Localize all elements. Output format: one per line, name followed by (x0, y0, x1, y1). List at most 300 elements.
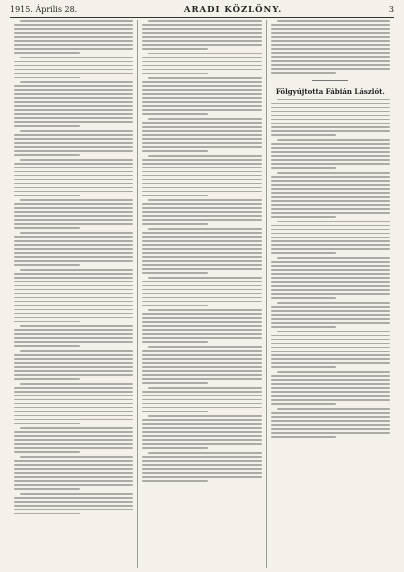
text-line (142, 313, 261, 315)
text-line (14, 142, 133, 144)
body-paragraph (142, 277, 261, 307)
text-line (148, 53, 261, 55)
text-line (271, 379, 390, 381)
text-line (142, 333, 261, 335)
text-line (271, 48, 390, 50)
text-line (20, 325, 133, 327)
text-line (277, 408, 390, 410)
column-2 (137, 20, 265, 568)
body-paragraph (14, 57, 133, 79)
text-line (142, 195, 208, 197)
text-line (271, 244, 390, 246)
text-line (142, 460, 261, 462)
text-line (142, 109, 261, 111)
text-line (271, 24, 390, 26)
text-line (271, 297, 337, 299)
text-line (271, 64, 390, 66)
text-line (142, 272, 208, 274)
body-paragraph (142, 309, 261, 343)
text-line (271, 188, 390, 190)
text-line (142, 113, 208, 115)
text-line (148, 20, 261, 22)
text-line (142, 341, 208, 343)
text-line (271, 269, 390, 271)
text-line (271, 147, 390, 149)
text-line (14, 163, 133, 165)
text-line (271, 358, 390, 360)
text-line (142, 252, 261, 254)
article-columns (10, 20, 394, 568)
body-paragraph (14, 269, 133, 323)
text-line (14, 105, 133, 107)
text-line (142, 395, 261, 397)
text-line (142, 183, 261, 185)
text-line (14, 411, 133, 413)
text-line (142, 211, 261, 213)
text-line (148, 452, 261, 454)
text-line (277, 302, 390, 304)
body-paragraph (271, 408, 390, 438)
body-paragraph (271, 172, 390, 218)
text-line (271, 354, 390, 356)
text-line (20, 20, 133, 22)
text-line (14, 277, 133, 279)
text-line (14, 69, 133, 71)
text-line (14, 309, 133, 311)
text-line (14, 179, 133, 181)
text-line (271, 159, 390, 161)
text-line (271, 436, 337, 438)
text-line (142, 219, 261, 221)
text-line (142, 159, 261, 161)
text-line (142, 175, 261, 177)
text-line (142, 268, 261, 270)
text-line (142, 419, 261, 421)
body-paragraph (142, 155, 261, 197)
text-line (14, 399, 133, 401)
text-line (14, 93, 133, 95)
text-line (142, 48, 208, 50)
text-line (142, 167, 261, 169)
text-line (271, 130, 390, 132)
text-line (142, 285, 261, 287)
text-line (142, 57, 261, 59)
text-line (271, 111, 390, 113)
text-line (142, 134, 261, 136)
text-line (148, 387, 261, 389)
text-line (271, 383, 390, 385)
text-line (142, 146, 261, 148)
text-line (20, 350, 133, 352)
text-line (271, 318, 390, 320)
text-line (14, 61, 133, 63)
text-line (14, 48, 133, 50)
text-line (142, 232, 261, 234)
text-line (271, 326, 337, 328)
text-line (142, 236, 261, 238)
text-line (277, 331, 390, 333)
text-line (14, 333, 133, 335)
page-header (10, 4, 394, 16)
text-line (142, 171, 261, 173)
body-paragraph (142, 53, 261, 75)
text-line (142, 36, 261, 38)
text-line (14, 52, 80, 54)
text-line (148, 155, 261, 157)
text-line (14, 109, 133, 111)
text-line (14, 362, 133, 364)
text-line (142, 81, 261, 83)
text-line (271, 184, 390, 186)
text-line (142, 378, 261, 380)
text-line (142, 329, 261, 331)
text-line (14, 366, 133, 368)
text-line (14, 464, 133, 466)
body-paragraph (271, 331, 390, 369)
text-line (271, 103, 390, 105)
text-line (142, 240, 261, 242)
text-line (148, 415, 261, 417)
text-line (277, 172, 390, 174)
text-line (271, 155, 390, 157)
text-line (14, 89, 133, 91)
text-line (142, 480, 208, 482)
text-line (271, 72, 337, 74)
text-line (142, 476, 261, 478)
text-line (14, 447, 133, 449)
body-paragraph (142, 20, 261, 50)
text-line (14, 480, 133, 482)
text-line (271, 68, 390, 70)
text-line (142, 301, 261, 303)
text-line (14, 443, 133, 445)
text-line (271, 387, 390, 389)
text-line (271, 123, 390, 125)
text-line (14, 358, 133, 360)
column-1 (10, 20, 137, 568)
text-line (14, 423, 80, 425)
text-line (20, 130, 133, 132)
text-line (20, 81, 133, 83)
text-line (14, 134, 133, 136)
text-line (14, 117, 133, 119)
text-line (271, 119, 390, 121)
text-line (142, 370, 261, 372)
text-line (20, 493, 133, 495)
text-line (142, 65, 261, 67)
text-line (20, 57, 133, 59)
text-line (14, 264, 80, 266)
text-line (14, 285, 133, 287)
text-line (271, 343, 390, 345)
text-line (271, 212, 390, 214)
text-line (142, 391, 261, 393)
text-line (277, 221, 390, 223)
issue-date: 1915. Április 28. (10, 5, 78, 14)
text-line (277, 257, 390, 259)
text-line (20, 232, 133, 234)
text-line (271, 151, 390, 153)
text-line (271, 362, 390, 364)
text-line (20, 269, 133, 271)
text-line (142, 260, 261, 262)
text-line (14, 150, 133, 152)
text-line (142, 362, 261, 364)
text-line (14, 175, 133, 177)
body-paragraph (14, 159, 133, 197)
text-line (271, 143, 390, 145)
text-line (14, 236, 133, 238)
text-line (142, 215, 261, 217)
text-line (271, 277, 390, 279)
text-line (142, 61, 261, 63)
text-line (14, 187, 133, 189)
text-line (14, 203, 133, 205)
text-line (271, 40, 390, 42)
text-line (14, 341, 133, 343)
text-line (142, 28, 261, 30)
text-line (14, 215, 133, 217)
body-paragraph (271, 371, 390, 405)
text-line (271, 56, 390, 58)
text-line (14, 374, 133, 376)
article-heading: Fölgyújtotta Fábián Lászlót. (275, 86, 385, 96)
text-line (14, 73, 133, 75)
text-line (14, 244, 133, 246)
text-line (14, 505, 133, 507)
text-line (271, 289, 390, 291)
text-line (14, 501, 133, 503)
text-line (20, 456, 133, 458)
text-line (14, 101, 133, 103)
text-line (271, 339, 390, 341)
text-line (271, 196, 390, 198)
text-line (14, 97, 133, 99)
text-line (14, 378, 80, 380)
text-line (142, 187, 261, 189)
body-paragraph (14, 350, 133, 380)
text-line (142, 97, 261, 99)
text-line (14, 301, 133, 303)
text-line (271, 366, 337, 368)
text-line (14, 305, 133, 307)
body-paragraph (142, 346, 261, 384)
text-line (271, 44, 390, 46)
body-paragraph (271, 139, 390, 169)
body-paragraph (142, 199, 261, 225)
text-line (14, 370, 133, 372)
text-line (271, 391, 390, 393)
body-paragraph (142, 118, 261, 152)
text-line (271, 176, 390, 178)
body-paragraph (142, 387, 261, 413)
body-paragraph (271, 221, 390, 255)
text-line (142, 24, 261, 26)
body-paragraph (14, 456, 133, 490)
text-line (142, 350, 261, 352)
text-line (271, 204, 390, 206)
text-line (271, 403, 337, 405)
text-line (14, 77, 80, 79)
body-paragraph (14, 130, 133, 156)
text-line (14, 317, 133, 319)
text-line (14, 509, 133, 511)
text-line (14, 252, 133, 254)
text-line (14, 240, 133, 242)
text-line (142, 305, 208, 307)
text-line (142, 456, 261, 458)
text-line (271, 416, 390, 418)
text-line (14, 248, 133, 250)
text-line (271, 216, 337, 218)
text-line (14, 391, 133, 393)
text-line (14, 227, 80, 229)
text-line (271, 237, 390, 239)
text-line (14, 431, 133, 433)
text-line (14, 273, 133, 275)
body-paragraph (14, 199, 133, 229)
text-line (142, 281, 261, 283)
text-line (14, 289, 133, 291)
text-line (142, 399, 261, 401)
text-line (142, 264, 261, 266)
body-paragraph (14, 383, 133, 425)
text-line (14, 125, 80, 127)
text-line (271, 432, 390, 434)
text-line (271, 261, 390, 263)
text-line (142, 464, 261, 466)
text-line (14, 329, 133, 331)
text-line (271, 248, 390, 250)
text-line (142, 374, 261, 376)
text-line (271, 428, 390, 430)
text-line (14, 36, 133, 38)
text-line (271, 115, 390, 117)
text-line (142, 244, 261, 246)
text-line (271, 395, 390, 397)
text-line (14, 113, 133, 115)
text-line (271, 335, 390, 337)
text-line (271, 167, 337, 169)
text-line (142, 142, 261, 144)
text-line (142, 256, 261, 258)
text-line (142, 93, 261, 95)
text-line (14, 354, 133, 356)
text-line (142, 69, 261, 71)
text-line (271, 281, 390, 283)
text-line (148, 199, 261, 201)
text-line (271, 310, 390, 312)
text-line (142, 354, 261, 356)
text-line (142, 366, 261, 368)
text-line (277, 20, 390, 22)
body-paragraph (142, 228, 261, 274)
text-line (271, 293, 390, 295)
text-line (14, 472, 133, 474)
text-line (142, 423, 261, 425)
text-line (14, 484, 133, 486)
text-line (271, 314, 390, 316)
text-line (142, 435, 261, 437)
text-line (271, 28, 390, 30)
text-line (277, 371, 390, 373)
text-line (20, 383, 133, 385)
text-line (14, 223, 133, 225)
text-line (271, 285, 390, 287)
text-line (271, 208, 390, 210)
text-line (14, 395, 133, 397)
body-paragraph (271, 257, 390, 299)
text-line (14, 256, 133, 258)
text-line (20, 159, 133, 161)
text-line (142, 468, 261, 470)
text-line (142, 89, 261, 91)
text-line (14, 211, 133, 213)
text-line (142, 105, 261, 107)
body-paragraph (271, 20, 390, 74)
text-line (271, 347, 390, 349)
text-line (142, 130, 261, 132)
text-line (271, 240, 390, 242)
text-line (14, 183, 133, 185)
text-line (142, 427, 261, 429)
text-line (271, 32, 390, 34)
text-line (271, 399, 390, 401)
text-line (14, 513, 80, 515)
text-line (271, 424, 390, 426)
text-line (20, 427, 133, 429)
text-line (142, 325, 261, 327)
text-line (142, 40, 261, 42)
text-line (14, 403, 133, 405)
text-line (14, 85, 133, 87)
text-line (271, 52, 390, 54)
text-line (142, 297, 261, 299)
text-line (14, 293, 133, 295)
text-line (142, 443, 261, 445)
text-line (14, 191, 133, 193)
column-3 (266, 20, 394, 568)
text-line (14, 40, 133, 42)
text-line (14, 451, 80, 453)
text-line (14, 171, 133, 173)
text-line (277, 99, 390, 101)
text-line (142, 317, 261, 319)
body-paragraph (142, 415, 261, 449)
text-line (148, 309, 261, 311)
text-line (271, 265, 390, 267)
text-line (142, 191, 261, 193)
text-line (142, 472, 261, 474)
header-divider (10, 17, 394, 18)
text-line (142, 122, 261, 124)
text-line (271, 273, 390, 275)
body-paragraph (14, 232, 133, 266)
newspaper-title: ARADI KÖZLÖNY. (183, 5, 283, 15)
text-line (142, 32, 261, 34)
text-line (142, 293, 261, 295)
text-line (142, 248, 261, 250)
text-line (148, 346, 261, 348)
text-line (14, 407, 133, 409)
text-line (14, 460, 133, 462)
text-line (271, 107, 390, 109)
text-line (271, 252, 337, 254)
body-paragraph (142, 77, 261, 115)
text-line (142, 289, 261, 291)
body-paragraph (271, 99, 390, 137)
text-line (142, 403, 261, 405)
